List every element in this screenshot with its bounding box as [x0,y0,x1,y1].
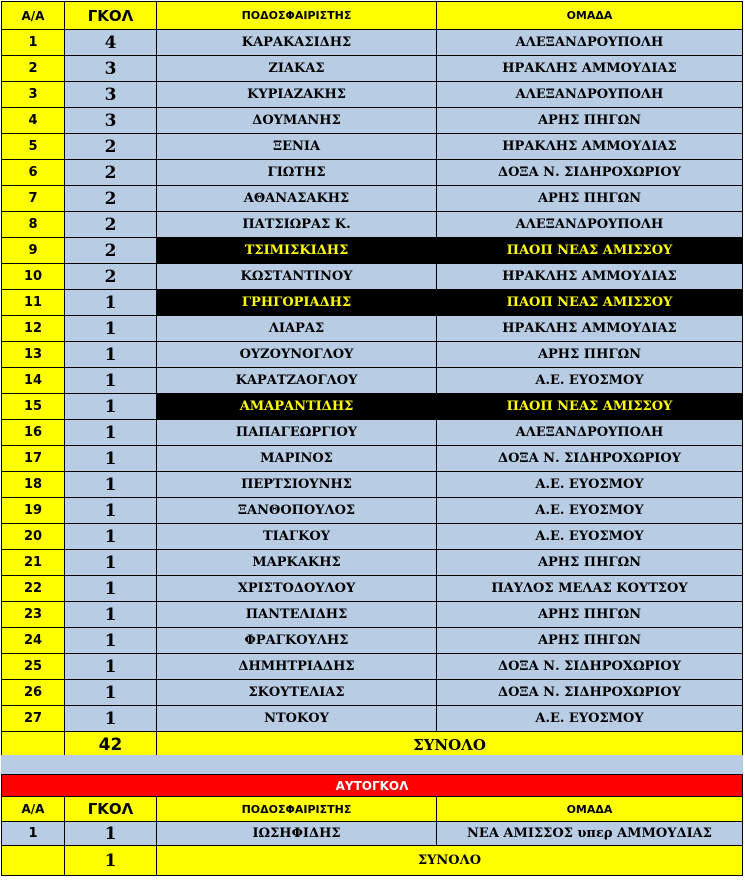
row-team: Α.Ε. ΕΥΟΣΜΟΥ [437,472,743,498]
table-row [2,82,743,108]
table-row [2,160,743,186]
total-row [2,732,743,758]
own-goals-table [1,774,743,876]
row-team: Α.Ε. ΕΥΟΣΜΟΥ [437,706,743,732]
row-goals: 2 [65,238,157,264]
table-row [2,680,743,706]
table-row [2,134,743,160]
row-player: ΠΕΡΤΣΙΟΥΝΗΣ [157,472,437,498]
row-goals: 4 [65,30,157,56]
total-goals: 42 [65,732,157,758]
row-team: ΠΑΟΠ ΝΕΑΣ ΑΜΙΣΣΟΥ [437,238,743,264]
row-team: ΑΡΗΣ ΠΗΓΩΝ [437,342,743,368]
row-team: Α.Ε. ΕΥΟΣΜΟΥ [437,368,743,394]
row-team: ΑΛΕΞΑΝΔΡΟΥΠΟΛΗ [437,212,743,238]
table-row [2,628,743,654]
table-row [2,654,743,680]
row-player: ΠΑΠΑΓΕΩΡΓΙΟΥ [157,420,437,446]
row-player: ΤΙΑΓΚΟΥ [157,524,437,550]
table-row [2,290,743,316]
total-label: ΣΥΝΟΛΟ [157,732,743,758]
row-goals: 1 [65,446,157,472]
table-row [2,238,743,264]
og-row-num: 1 [2,822,65,846]
row-num: 17 [2,446,65,472]
row-num: 20 [2,524,65,550]
row-team: ΑΛΕΞΑΝΔΡΟΥΠΟΛΗ [437,82,743,108]
table-row [2,30,743,56]
row-player: ΚΑΡΑΤΖΑΟΓΛΟΥ [157,368,437,394]
row-goals: 3 [65,108,157,134]
row-num: 15 [2,394,65,420]
row-player: ΣΚΟΥΤΕΛΙΑΣ [157,680,437,706]
own-goals-total-row [2,846,743,876]
row-num: 12 [2,316,65,342]
row-goals: 2 [65,264,157,290]
table-row [2,446,743,472]
header-row [2,2,743,30]
row-goals: 1 [65,550,157,576]
row-goals: 1 [65,706,157,732]
row-goals: 1 [65,524,157,550]
row-goals: 1 [65,316,157,342]
row-num: 11 [2,290,65,316]
header-goals: ΓΚΟΛ [65,2,157,30]
row-player: ΚΩΣΤΑΝΤΙΝΟΥ [157,264,437,290]
row-team: ΗΡΑΚΛΗΣ ΑΜΜΟΥΔΙΑΣ [437,316,743,342]
row-goals: 3 [65,56,157,82]
row-player: ΦΡΑΓΚΟΥΛΗΣ [157,628,437,654]
table-row [2,472,743,498]
total-blank-cell [2,732,65,758]
row-num: 21 [2,550,65,576]
row-goals: 1 [65,680,157,706]
row-num: 23 [2,602,65,628]
row-team: ΔΟΞΑ Ν. ΣΙΔΗΡΟΧΩΡΙΟΥ [437,680,743,706]
row-team: Α.Ε. ΕΥΟΣΜΟΥ [437,524,743,550]
row-num: 27 [2,706,65,732]
row-player: ΓΙΩΤΗΣ [157,160,437,186]
row-player: ΧΡΙΣΤΟΔΟΥΛΟΥ [157,576,437,602]
row-player: ΟΥΖΟΥΝΟΓΛΟΥ [157,342,437,368]
row-player: ΤΣΙΜΙΣΚΙΔΗΣ [157,238,437,264]
og-total-label: ΣΥΝΟΛΟ [157,846,743,876]
row-player: ΝΤΟΚΟΥ [157,706,437,732]
scorers-table [1,1,743,758]
row-player: ΑΘΑΝΑΣΑΚΗΣ [157,186,437,212]
row-num: 14 [2,368,65,394]
header-team: ΟΜΑΔΑ [437,2,743,30]
og-header-goals: ΓΚΟΛ [65,797,157,822]
table-row [2,394,743,420]
row-team: ΑΛΕΞΑΝΔΡΟΥΠΟΛΗ [437,420,743,446]
row-player: ΛΙΑΡΑΣ [157,316,437,342]
row-num: 18 [2,472,65,498]
own-goals-header-row [2,797,743,822]
row-team: ΔΟΞΑ Ν. ΣΙΔΗΡΟΧΩΡΙΟΥ [437,160,743,186]
og-row-team: ΝΕΑ ΑΜΙΣΣΟΣ υπερ ΑΜΜΟΥΔΙΑΣ [437,822,743,846]
header-player: ΠΟΔΟΣΦΑΙΡΙΣΤΗΣ [157,2,437,30]
row-num: 24 [2,628,65,654]
row-goals: 1 [65,654,157,680]
row-player: ΔΗΜΗΤΡΙΑΔΗΣ [157,654,437,680]
row-goals: 1 [65,342,157,368]
row-team: ΗΡΑΚΛΗΣ ΑΜΜΟΥΔΙΑΣ [437,56,743,82]
row-player: ΜΑΡΙΝΟΣ [157,446,437,472]
row-team: ΑΛΕΞΑΝΔΡΟΥΠΟΛΗ [437,30,743,56]
og-header-num: Α/Α [2,797,65,822]
table-row [2,108,743,134]
row-player: ΚΑΡΑΚΑΣΙΔΗΣ [157,30,437,56]
row-num: 22 [2,576,65,602]
og-row-goals: 1 [65,822,157,846]
header-num: Α/Α [2,2,65,30]
row-player: ΚΥΡΙΑΖΑΚΗΣ [157,82,437,108]
row-num: 19 [2,498,65,524]
table-row [2,602,743,628]
row-num: 6 [2,160,65,186]
table-row [2,186,743,212]
row-team: ΠΑΟΠ ΝΕΑΣ ΑΜΙΣΣΟΥ [437,290,743,316]
row-team: ΔΟΞΑ Ν. ΣΙΔΗΡΟΧΩΡΙΟΥ [437,654,743,680]
row-team: ΠΑΥΛΟΣ ΜΕΛΑΣ ΚΟΥΤΣΟΥ [437,576,743,602]
row-goals: 1 [65,472,157,498]
row-num: 8 [2,212,65,238]
row-player: ΓΡΗΓΟΡΙΑΔΗΣ [157,290,437,316]
own-goal-row [2,822,743,846]
row-num: 3 [2,82,65,108]
table-row [2,316,743,342]
table-row [2,56,743,82]
table-row [2,420,743,446]
row-goals: 1 [65,576,157,602]
og-header-player: ΠΟΔΟΣΦΑΙΡΙΣΤΗΣ [157,797,437,822]
row-goals: 1 [65,394,157,420]
row-goals: 2 [65,160,157,186]
row-goals: 2 [65,186,157,212]
row-team: Α.Ε. ΕΥΟΣΜΟΥ [437,498,743,524]
table-row [2,498,743,524]
table-row [2,264,743,290]
row-num: 9 [2,238,65,264]
row-team: ΑΡΗΣ ΠΗΓΩΝ [437,602,743,628]
row-player: ΑΜΑΡΑΝΤΙΔΗΣ [157,394,437,420]
row-team: ΗΡΑΚΛΗΣ ΑΜΜΟΥΔΙΑΣ [437,264,743,290]
row-num: 16 [2,420,65,446]
row-team: ΔΟΞΑ Ν. ΣΙΔΗΡΟΧΩΡΙΟΥ [437,446,743,472]
row-goals: 1 [65,420,157,446]
row-player: ΔΟΥΜΑΝΗΣ [157,108,437,134]
row-goals: 1 [65,602,157,628]
row-num: 13 [2,342,65,368]
row-team: ΑΡΗΣ ΠΗΓΩΝ [437,108,743,134]
row-num: 1 [2,30,65,56]
og-header-team: ΟΜΑΔΑ [437,797,743,822]
row-num: 2 [2,56,65,82]
own-goals-title-row [2,775,743,797]
row-goals: 1 [65,368,157,394]
table-row [2,576,743,602]
row-player: ΜΑΡΚΑΚΗΣ [157,550,437,576]
table-row [2,524,743,550]
row-goals: 2 [65,134,157,160]
own-goals-title: ΑΥΤΟΓΚΟΛ [2,775,743,797]
section-gap [1,755,743,774]
row-team: ΑΡΗΣ ΠΗΓΩΝ [437,550,743,576]
row-team: ΠΑΟΠ ΝΕΑΣ ΑΜΙΣΣΟΥ [437,394,743,420]
row-num: 25 [2,654,65,680]
og-row-player: ΙΩΣΗΦΙΔΗΣ [157,822,437,846]
row-num: 10 [2,264,65,290]
row-player: ΞΑΝΘΟΠΟΥΛΟΣ [157,498,437,524]
row-num: 7 [2,186,65,212]
row-goals: 2 [65,212,157,238]
row-player: ΖΙΑΚΑΣ [157,56,437,82]
row-team: ΑΡΗΣ ΠΗΓΩΝ [437,628,743,654]
table-row [2,368,743,394]
row-goals: 3 [65,82,157,108]
row-player: ΠΑΤΣΙΩΡΑΣ Κ. [157,212,437,238]
og-total-goals: 1 [65,846,157,876]
row-num: 26 [2,680,65,706]
table-row [2,550,743,576]
table-row [2,706,743,732]
row-goals: 1 [65,498,157,524]
row-num: 4 [2,108,65,134]
row-team: ΑΡΗΣ ΠΗΓΩΝ [437,186,743,212]
row-player: ΞΕΝΙΑ [157,134,437,160]
row-goals: 1 [65,290,157,316]
row-num: 5 [2,134,65,160]
table-row [2,342,743,368]
row-team: ΗΡΑΚΛΗΣ ΑΜΜΟΥΔΙΑΣ [437,134,743,160]
row-player: ΠΑΝΤΕΛΙΔΗΣ [157,602,437,628]
table-row [2,212,743,238]
og-total-blank-cell [2,846,65,876]
row-goals: 1 [65,628,157,654]
